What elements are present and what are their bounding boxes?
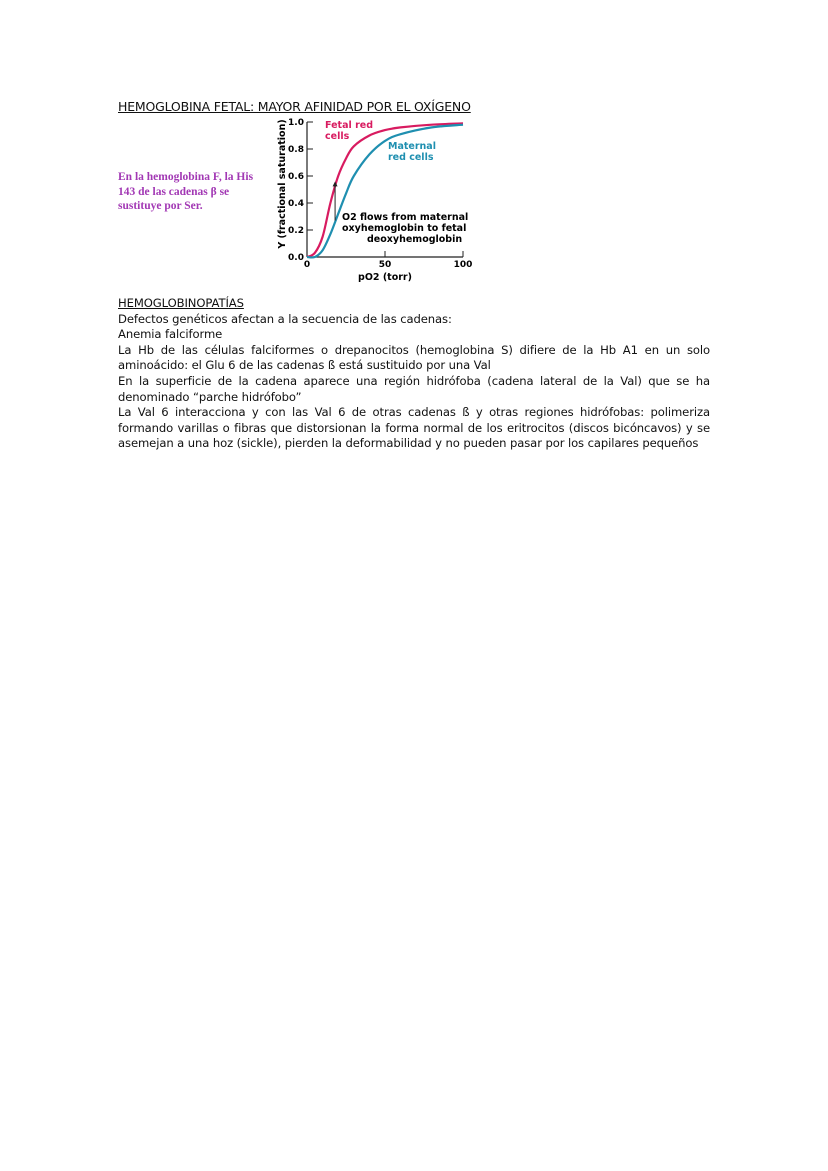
fetal-hb-note: En la hemoglobina F, la His 143 de las cadenas β se sustituye por Ser. bbox=[118, 171, 254, 212]
paragraph: La Val 6 interacciona y con las Val 6 de otras cadenas ß y otras regiones hidrófobas: polimeriza formando varillas o fibras que distorsionan la forma normal de los eritrocitos (discos bicóncavos) y se asemejan a una hoz (sickle), pierden la deformabilidad y no pueden pasar por los capilares pequeños bbox=[118, 405, 710, 451]
legend-maternal: Maternal red cells bbox=[388, 141, 436, 163]
hemoglobinopathies-section bbox=[118, 296, 710, 452]
y-axis-label: Y (fractional saturation) bbox=[277, 119, 288, 249]
x-axis-label: pO2 (torr) bbox=[358, 272, 412, 283]
paragraph: Anemia falciforme bbox=[118, 327, 223, 342]
y-tick-label: 1.0 bbox=[288, 118, 304, 128]
x-tick-label: 50 bbox=[378, 260, 392, 270]
paragraph: La Hb de las células falciformes o drepanocitos (hemoglobina S) difiere de la Hb A1 en un solo aminoácido: el Glu 6 de las cadenas ß está sustituido por una Val bbox=[118, 342, 710, 373]
y-tick-label: 0.0 bbox=[288, 253, 304, 263]
y-tick-label: 0.8 bbox=[288, 145, 304, 155]
y-tick-label: 0.4 bbox=[288, 199, 304, 209]
x-tick-label: 100 bbox=[453, 260, 473, 270]
y-tick-label: 0.6 bbox=[288, 172, 304, 182]
oxygen-saturation-chart bbox=[255, 112, 480, 287]
x-tick-label: 0 bbox=[303, 260, 311, 270]
legend-fetal: Fetal red cells bbox=[325, 120, 373, 142]
y-tick-label: 0.2 bbox=[288, 226, 304, 236]
annotation-text: O2 flows from maternal oxyhemoglobin to fetal deoxyhemoglobin bbox=[342, 212, 469, 245]
paragraph: En la superficie de la cadena aparece una región hidrófoba (cadena lateral de la Val) que se ha denominado “parche hidrófobo” bbox=[118, 373, 710, 404]
section-title-fetal-hemoglobin: HEMOGLOBINA FETAL: MAYOR AFINIDAD POR EL OXÍGENO bbox=[118, 99, 471, 114]
section-heading: HEMOGLOBINOPATÍAS bbox=[118, 296, 244, 310]
paragraph: Defectos genéticos afectan a la secuencia de las cadenas: bbox=[118, 311, 452, 326]
